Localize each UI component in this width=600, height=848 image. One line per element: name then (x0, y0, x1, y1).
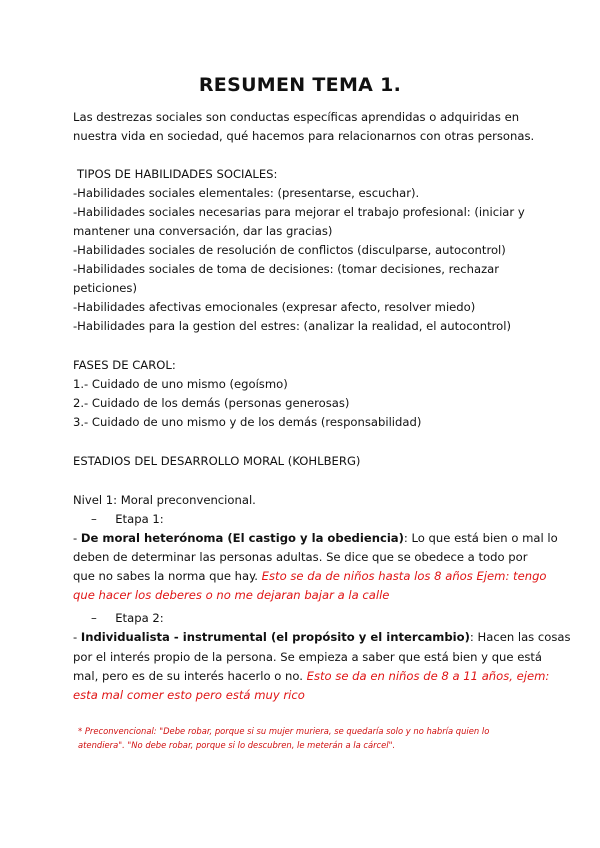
tipos-line-5: -Habilidades sociales de toma de decisiones: (tomar decisiones, rechazar (73, 262, 500, 276)
etapa-1-line-1: - De moral heterónoma (El castigo y la obediencia): Lo que está bien o mal lo (73, 531, 558, 545)
footnote-line-2: atendiera". "No debe robar, porque si lo descubren, le meterán a la cárcel". (78, 740, 396, 750)
tipos-line-7: -Habilidades afectivas emocionales (expresar afecto, resolver miedo) (73, 300, 476, 314)
fases-line-3: 3.- Cuidado de uno mismo y de los demás (responsabilidad) (73, 415, 422, 429)
etapa-1-text: Etapa 1: (115, 512, 164, 526)
etapa-1-example: Esto se da de niños hasta los 8 años Ejem: tengo (261, 569, 547, 583)
etapa-1-title: De moral heterónoma (El castigo y la obediencia) (80, 531, 404, 545)
etapa-1-line-3: que no sabes la norma que hay. Esto se da de niños hasta los 8 años Ejem: tengo (73, 569, 547, 583)
etapa-2-line-3: mal, pero es de su interés hacerlo o no. Esto se da en niños de 8 a 11 años, ejem: (73, 669, 550, 683)
etapa-2-text: Etapa 2: (115, 611, 164, 625)
estadios-heading: ESTADIOS DEL DESARROLLO MORAL (KOHLBERG) (73, 454, 361, 468)
etapa-2-line-4: esta mal comer esto pero está muy rico (73, 688, 305, 702)
etapa-1-label: – Etapa 1: (91, 512, 164, 526)
etapa-2-example: Esto se da en niños de 8 a 11 años, ejem: (306, 669, 550, 683)
intro-line-2: nuestra vida en sociedad, qué hacemos para relacionarnos con otras personas. (73, 129, 535, 143)
footnote-line-1: * Preconvencional: "Debe robar, porque si su mujer muriera, se quedaría solo y no habría quien lo (78, 726, 490, 736)
tipos-heading: TIPOS DE HABILIDADES SOCIALES: (77, 167, 278, 181)
nivel-1-heading: Nivel 1: Moral preconvencional. (73, 493, 256, 507)
tipos-line-3: mantener una conversación, dar las gracias) (73, 224, 333, 238)
tipos-line-4: -Habilidades sociales de resolución de conflictos (disculparse, autocontrol) (73, 243, 506, 257)
tipos-line-1: -Habilidades sociales elementales: (presentarse, escuchar). (73, 186, 420, 200)
etapa-2-line-2: por el interés propio de la persona. Se empieza a saber que está bien y que está (73, 650, 543, 664)
tipos-line-6: peticiones) (73, 281, 137, 295)
tipos-line-8: -Habilidades para la gestion del estres: (analizar la realidad, el autocontrol) (73, 319, 511, 333)
etapa-2-label: – Etapa 2: (91, 611, 164, 625)
etapa-2-line-1: - Individualista - instrumental (el propósito y el intercambio): Hacen las cosas (73, 630, 571, 644)
fases-line-2: 2.- Cuidado de los demás (personas generosas) (73, 396, 350, 410)
page-title: RESUMEN TEMA 1. (198, 74, 402, 96)
fases-line-1: 1.- Cuidado de uno mismo (egoísmo) (73, 377, 288, 391)
fases-heading: FASES DE CAROL: (73, 358, 176, 372)
etapa-1-line-4: que hacer los deberes o no me dejaran bajar a la calle (73, 588, 390, 602)
etapa-1-line-2: deben de determinar las personas adultas. Se dice que se obedece a todo por (73, 550, 528, 564)
intro-line-1: Las destrezas sociales son conductas específicas aprendidas o adquiridas en (73, 110, 520, 124)
tipos-line-2: -Habilidades sociales necesarias para mejorar el trabajo profesional: (iniciar y (73, 205, 525, 219)
etapa-2-title: Individualista - instrumental (el propósito y el intercambio) (80, 630, 470, 644)
